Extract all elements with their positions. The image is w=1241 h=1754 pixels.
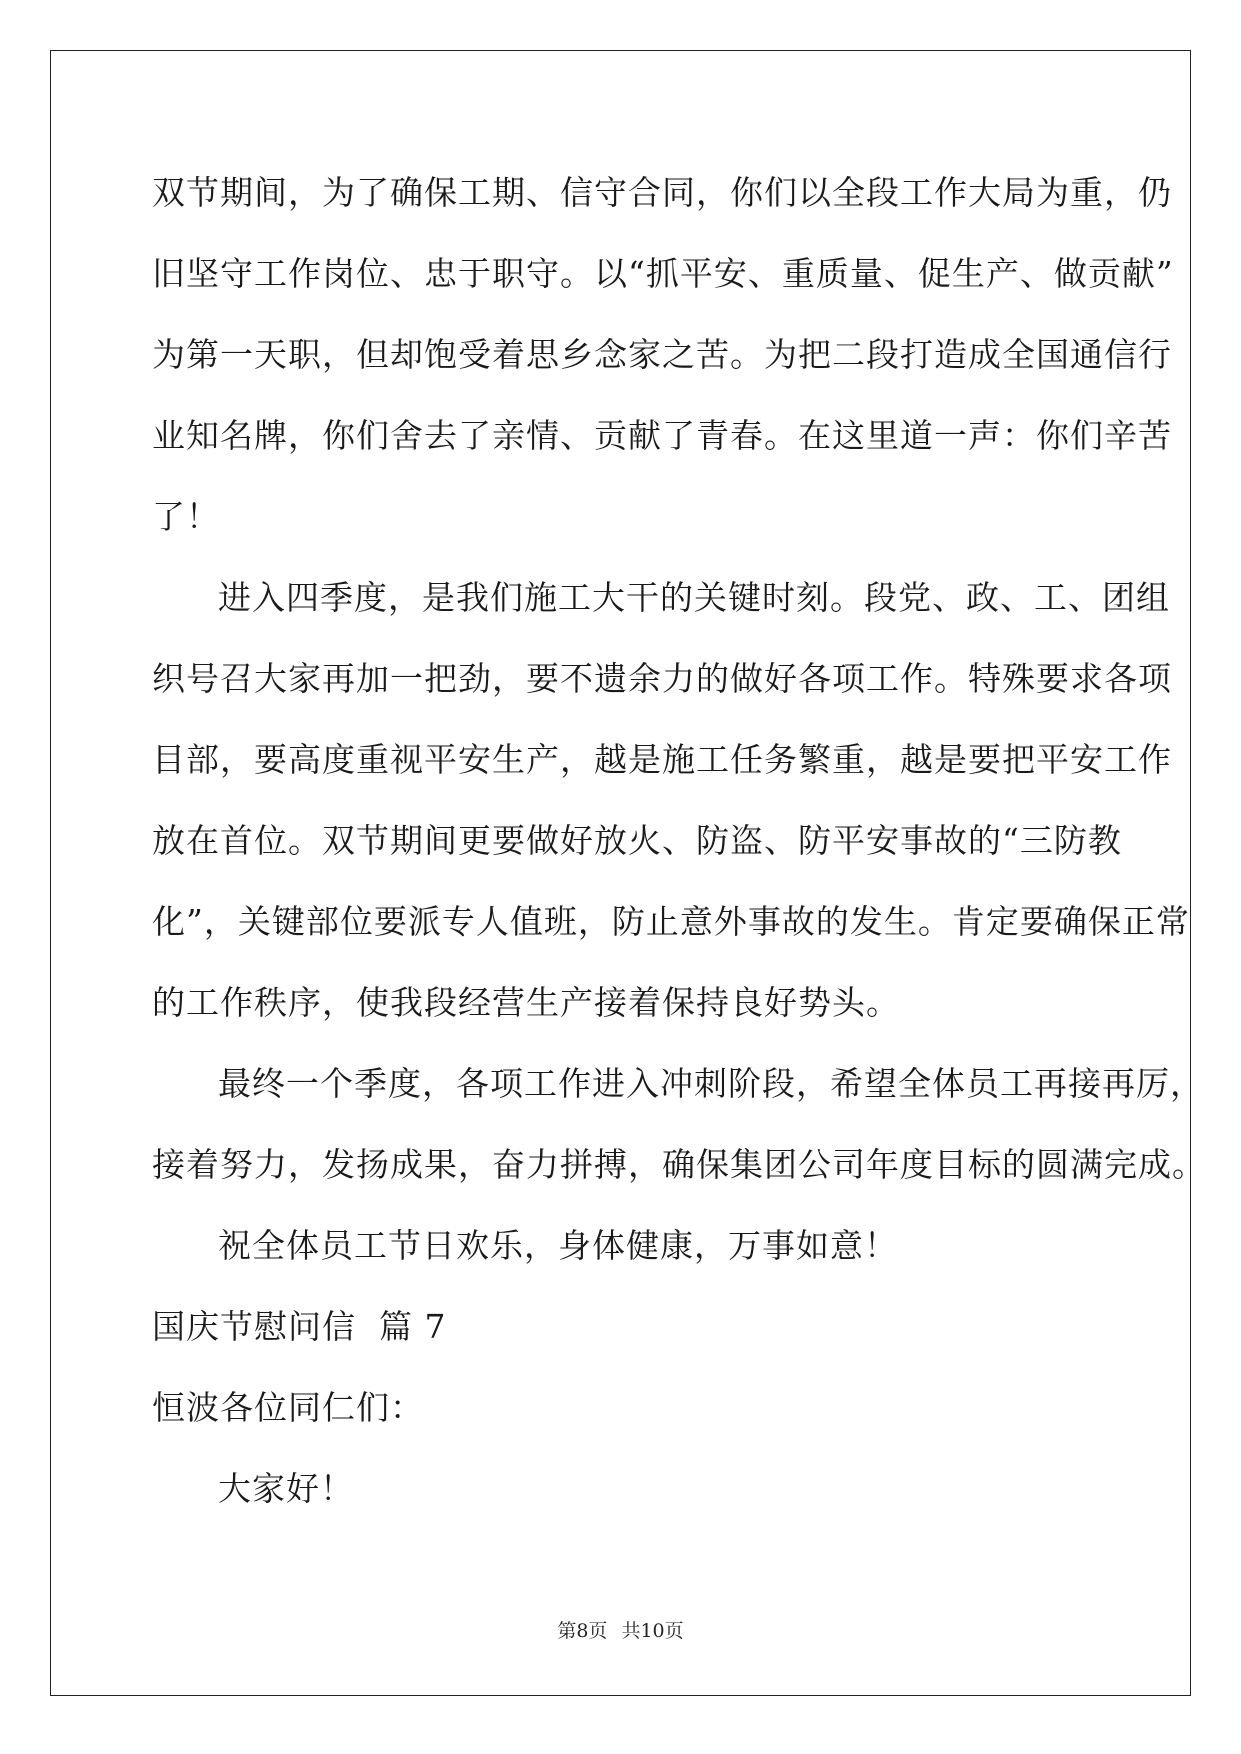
greeting [152, 1448, 1092, 1529]
text-line: 目部，要高度重视平安生产，越是施工任务繁重，越是要把平安工作 [152, 740, 1172, 779]
text-line: 业知名牌，你们舍去了亲情、贡献了青春。在这里道一声：你们辛苦 [152, 416, 1172, 455]
paragraph-1 [152, 152, 1174, 557]
text-line: 的工作秩序，使我段经营生产接着保持良好势头。 [152, 983, 900, 1022]
section-heading [152, 1286, 1092, 1367]
text-line: 双节期间，为了确保工期、信守合同，你们以全段工作大局为重，仍 [152, 173, 1172, 212]
text-line: 接着努力，发扬成果，奋力拼搏，确保集团公司年度目标的圆满完成。 [152, 1145, 1206, 1184]
text-line: 进入四季度，是我们施工大干的关键时刻。段党、政、工、团组 [218, 578, 1170, 617]
paragraph-3 [152, 1043, 1206, 1205]
text-line: 恒波各位同仁们： [152, 1388, 424, 1427]
salutation [152, 1367, 1092, 1448]
page-number: 第8页 [557, 1620, 608, 1642]
text-line: 放在首位。双节期间更要做好放火、防盗、防平安事故的“三防教 [152, 821, 1122, 860]
text-line: 最终一个季度，各项工作进入冲刺阶段，希望全体员工再接再厉， [218, 1064, 1204, 1103]
text-line: 化”，关键部位要派专人值班，防止意外事故的发生。肯定要确保正常 [152, 902, 1190, 941]
paragraph-greeting-wishes [152, 1205, 1092, 1286]
text-line: 了！ [152, 497, 220, 536]
text-line: 旧坚守工作岗位、忠于职守。以“抓平安、重质量、促生产、做贡献” [152, 254, 1174, 293]
text-line: 祝全体员工节日欢乐，身体健康，万事如意！ [218, 1226, 898, 1265]
document-body [152, 152, 1206, 1529]
heading-line: 国庆节慰问信 篇 7 [152, 1307, 447, 1346]
paragraph-2 [152, 557, 1190, 1043]
text-line: 为第一天职，但却饱受着思乡念家之苦。为把二段打造成全国通信行 [152, 335, 1172, 374]
text-line: 大家好！ [218, 1469, 354, 1508]
text-line: 织号召大家再加一把劲，要不遗余力的做好各项工作。特殊要求各项 [152, 659, 1172, 698]
page-footer [0, 1616, 1241, 1643]
page-total: 共10页 [621, 1620, 684, 1642]
